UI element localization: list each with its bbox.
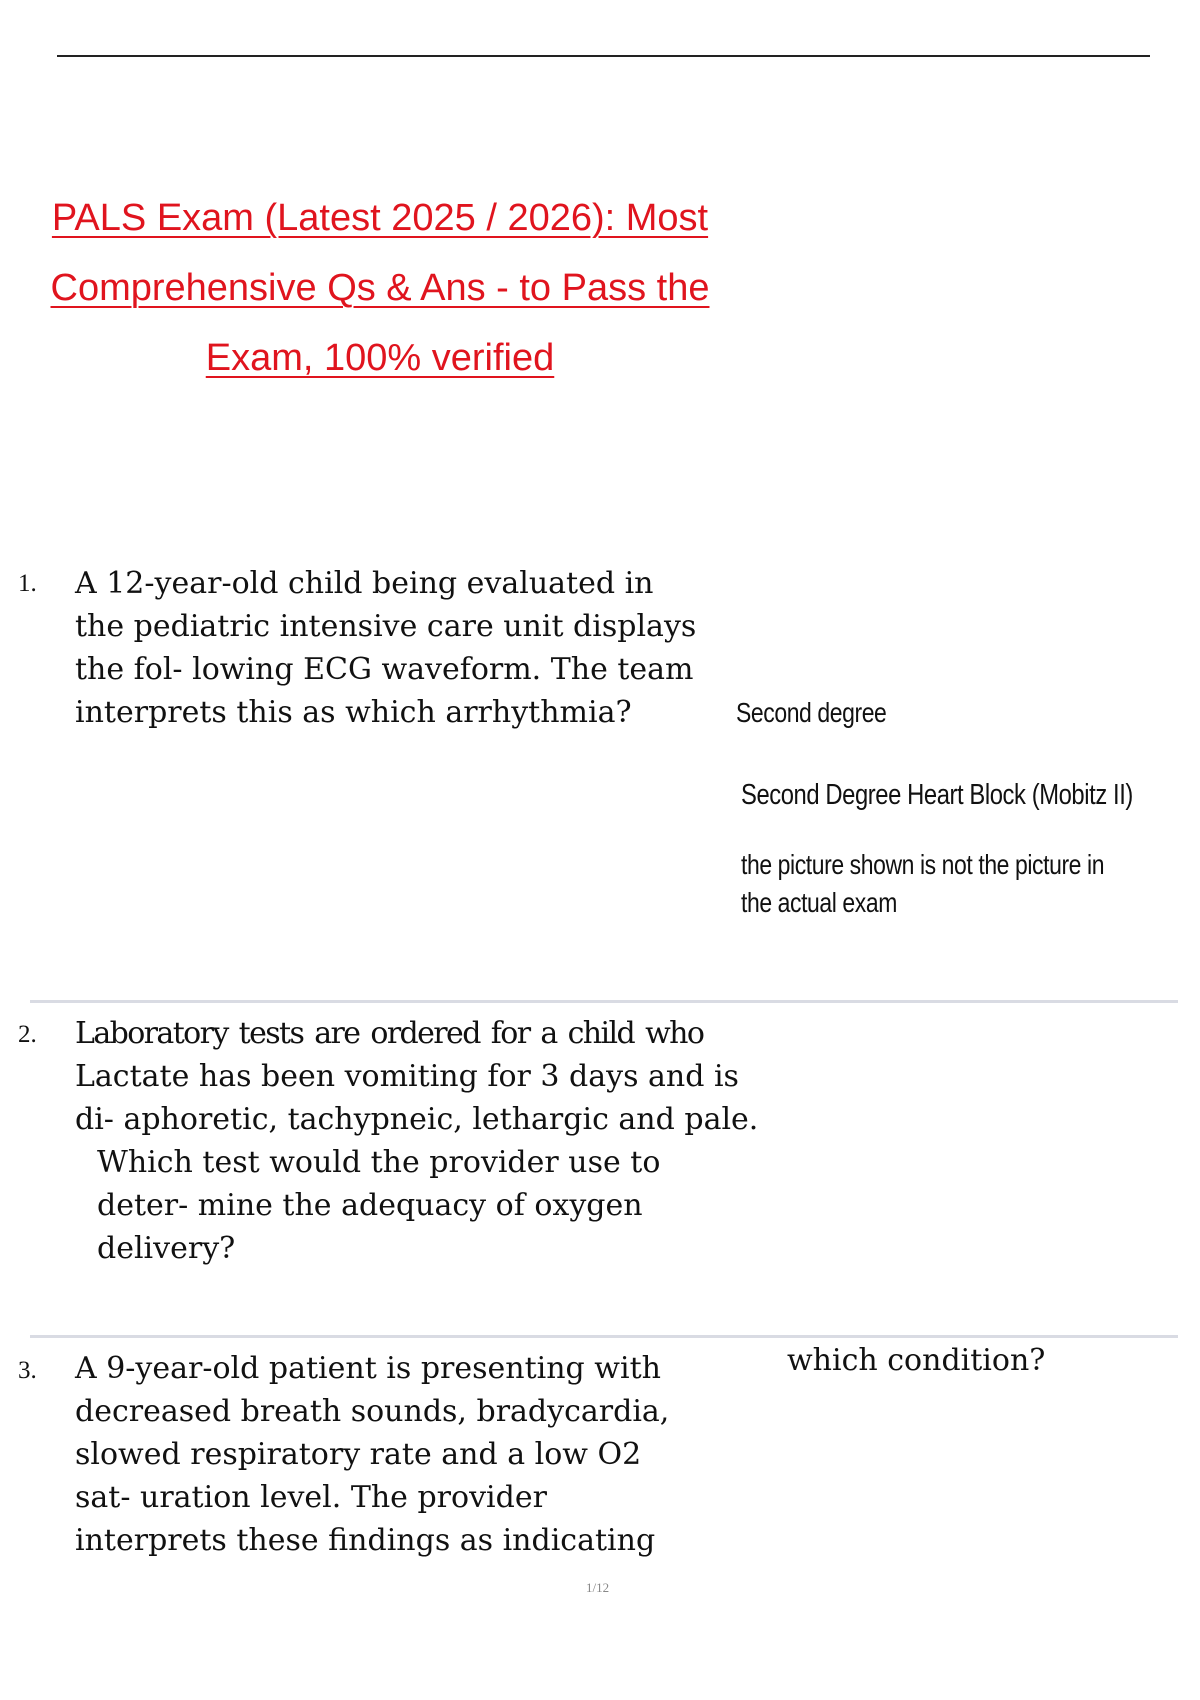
title-line-1: PALS Exam (Latest 2025 / 2026): Most [51, 197, 709, 239]
question-3-line: sat- uration level. The provider [75, 1480, 547, 1515]
question-divider [30, 1000, 1178, 1003]
question-1-line: the fol- lowing ECG waveform. The team [75, 652, 694, 687]
question-1-number: 1. [18, 570, 37, 597]
question-2-line: delivery? [97, 1231, 236, 1266]
question-3-text [75, 1347, 669, 1562]
question-1-line: the pediatric intensive care unit displays [75, 609, 697, 644]
top-rule [57, 55, 1150, 57]
title-line-2: Comprehensive Qs & Ans - to Pass the [50, 267, 710, 309]
question-1-note-line: the actual exam [741, 887, 897, 918]
document-title [20, 183, 740, 393]
question-2-line: deter- mine the adequacy of oxygen [97, 1188, 643, 1223]
question-2-line: Which test would the provider use to [97, 1145, 661, 1180]
question-2-number: 2. [18, 1021, 37, 1048]
page-number: 1/12 [586, 1580, 610, 1595]
question-1-line: A 12-year-old child being evaluated in [75, 566, 654, 601]
question-divider [30, 1335, 1178, 1338]
question-3-continuation: which condition? [787, 1343, 1046, 1378]
question-1-answer: Second Degree Heart Block (Mobitz II) [741, 779, 1133, 811]
question-2-text [75, 1012, 758, 1270]
question-3-line: decreased breath sounds, bradycardia, [75, 1394, 670, 1429]
question-1-note-line: the picture shown is not the picture in [741, 849, 1105, 880]
question-1-answer-label: Second degree [736, 697, 887, 728]
question-1-line: interprets this as which arrhythmia? [75, 695, 632, 730]
question-3-number: 3. [18, 1357, 37, 1384]
question-3-line: interprets these findings as indicating [75, 1523, 656, 1558]
question-3-line: A 9-year-old patient is presenting with [75, 1351, 661, 1386]
question-2-line: di- aphoretic, tachypneic, lethargic and pale. [75, 1102, 759, 1137]
question-1-note [741, 846, 1104, 922]
question-1-text [75, 562, 696, 734]
title-line-3: Exam, 100% verified [205, 337, 555, 379]
question-2-line: Lactate has been vomiting for 3 days and is [75, 1059, 739, 1094]
question-2-line: Laboratory tests are ordered for a child who [75, 1016, 704, 1051]
question-3-line: slowed respiratory rate and a low O2 [75, 1437, 642, 1472]
